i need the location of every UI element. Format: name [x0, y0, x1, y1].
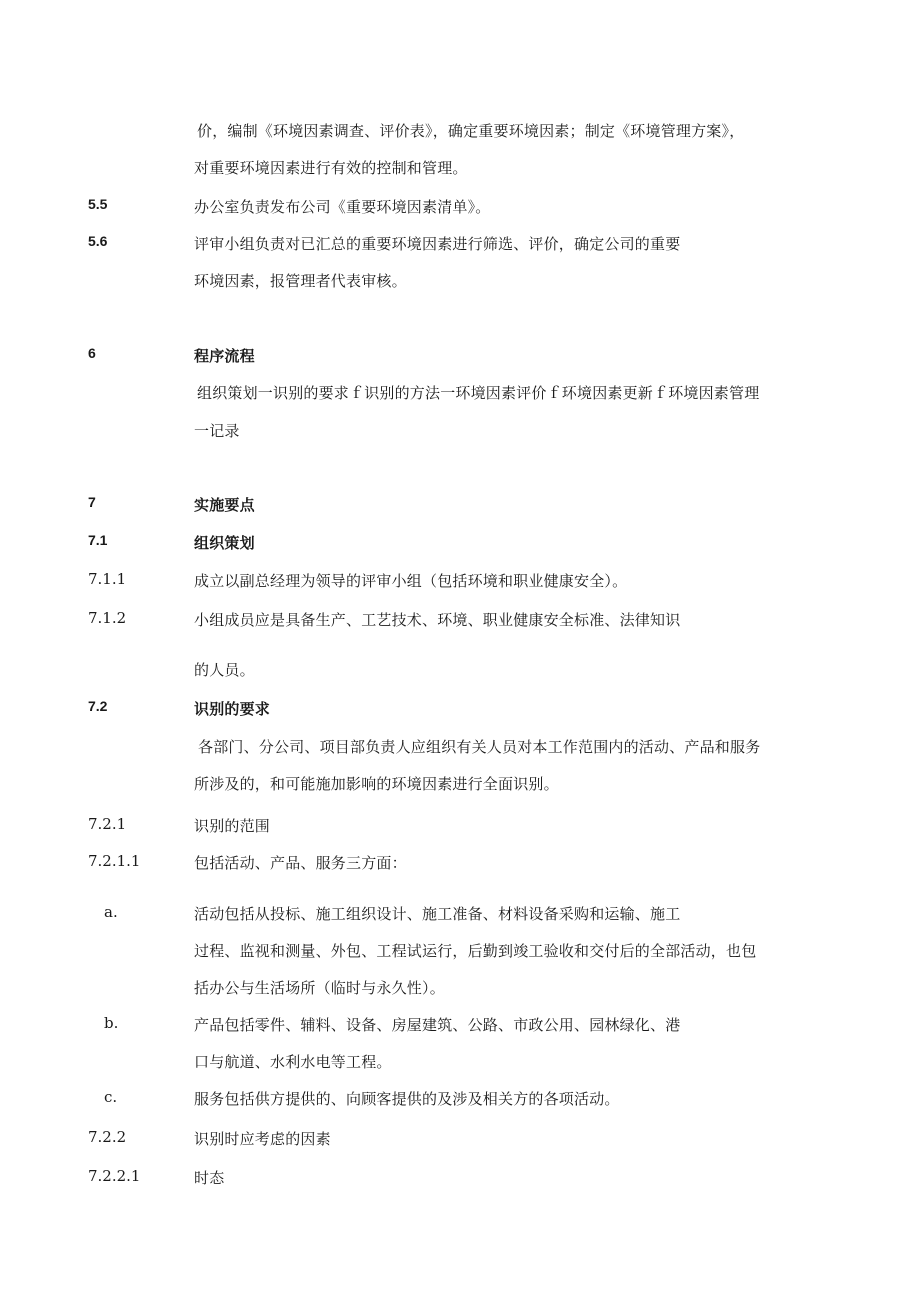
section-number: 7.2.1.1: [88, 852, 141, 870]
section-number: 7.1.2: [88, 609, 127, 627]
section-heading: 组织策划: [194, 534, 255, 552]
section-heading: 实施要点: [194, 496, 255, 514]
line-text: 时态: [194, 1169, 225, 1187]
line-text: 口与航道、水利水电等工程。: [194, 1053, 392, 1071]
line-text: 评审小组负责对已汇总的重要环境因素进行筛选、评价，确定公司的重要: [194, 235, 681, 253]
line-text: 包括活动、产品、服务三方面：: [194, 854, 407, 872]
section-number: 5.5: [88, 196, 108, 212]
line-text: 活动包括从投标、施工组织设计、施工准备、材料设备采购和运输、施工: [194, 905, 681, 923]
line-text: 服务包括供方提供的、向顾客提供的及涉及相关方的各项活动。: [194, 1090, 620, 1108]
line-text: 小组成员应是具备生产、工艺技术、环境、职业健康安全标准、法律知识: [194, 611, 681, 629]
section-number: 7.2.2: [88, 1128, 127, 1146]
section-number: 7.2.2.1: [88, 1167, 141, 1185]
line-text: 的人员。: [194, 661, 255, 679]
section-number: 7.1.1: [88, 570, 127, 588]
section-number: 7: [88, 494, 96, 510]
line-text: 一记录: [194, 422, 240, 440]
line-text: 组织策划一识别的要求ｆ识别的方法一环境因素评价ｆ环境因素更新ｆ环境因素管理: [197, 384, 760, 402]
list-marker: b.: [104, 1014, 119, 1032]
line-text: 识别的范围: [194, 817, 271, 835]
line-text: 办公室负责发布公司《重要环境因素清单》。: [194, 198, 491, 216]
section-number: 7.2: [88, 698, 108, 714]
section-heading: 识别的要求: [194, 700, 271, 718]
line-text: 所涉及的，和可能施加影响的环境因素进行全面识别。: [194, 775, 559, 793]
list-marker: a.: [104, 903, 118, 921]
line-text: 成立以副总经理为领导的评审小组（包括环境和职业健康安全）。: [194, 572, 628, 590]
section-number: 6: [88, 345, 96, 361]
section-number: 5.6: [88, 233, 108, 249]
line-text: 括办公与生活场所（临时与永久性）。: [194, 979, 445, 997]
line-text: 识别时应考虑的因素: [194, 1130, 331, 1148]
line-text: 产品包括零件、辅料、设备、房屋建筑、公路、市政公用、园林绿化、港: [194, 1016, 681, 1034]
line-text: 价，编制《环境因素调查、评价表》，确定重要环境因素；制定《环境管理方案》，: [197, 122, 745, 140]
line-text: 环境因素，报管理者代表审核。: [194, 272, 407, 290]
list-marker: c.: [104, 1088, 118, 1106]
section-number: 7.2.1: [88, 815, 127, 833]
line-text: 过程、监视和测量、外包、工程试运行，后勤到竣工验收和交付后的全部活动，也包: [194, 942, 757, 960]
section-number: 7.1: [88, 532, 108, 548]
line-text: 对重要环境因素进行有效的控制和管理。: [194, 159, 468, 177]
line-text: 各部门、分公司、项目部负责人应组织有关人员对本工作范围内的活动、产品和服务: [198, 738, 761, 756]
section-heading: 程序流程: [194, 347, 255, 365]
